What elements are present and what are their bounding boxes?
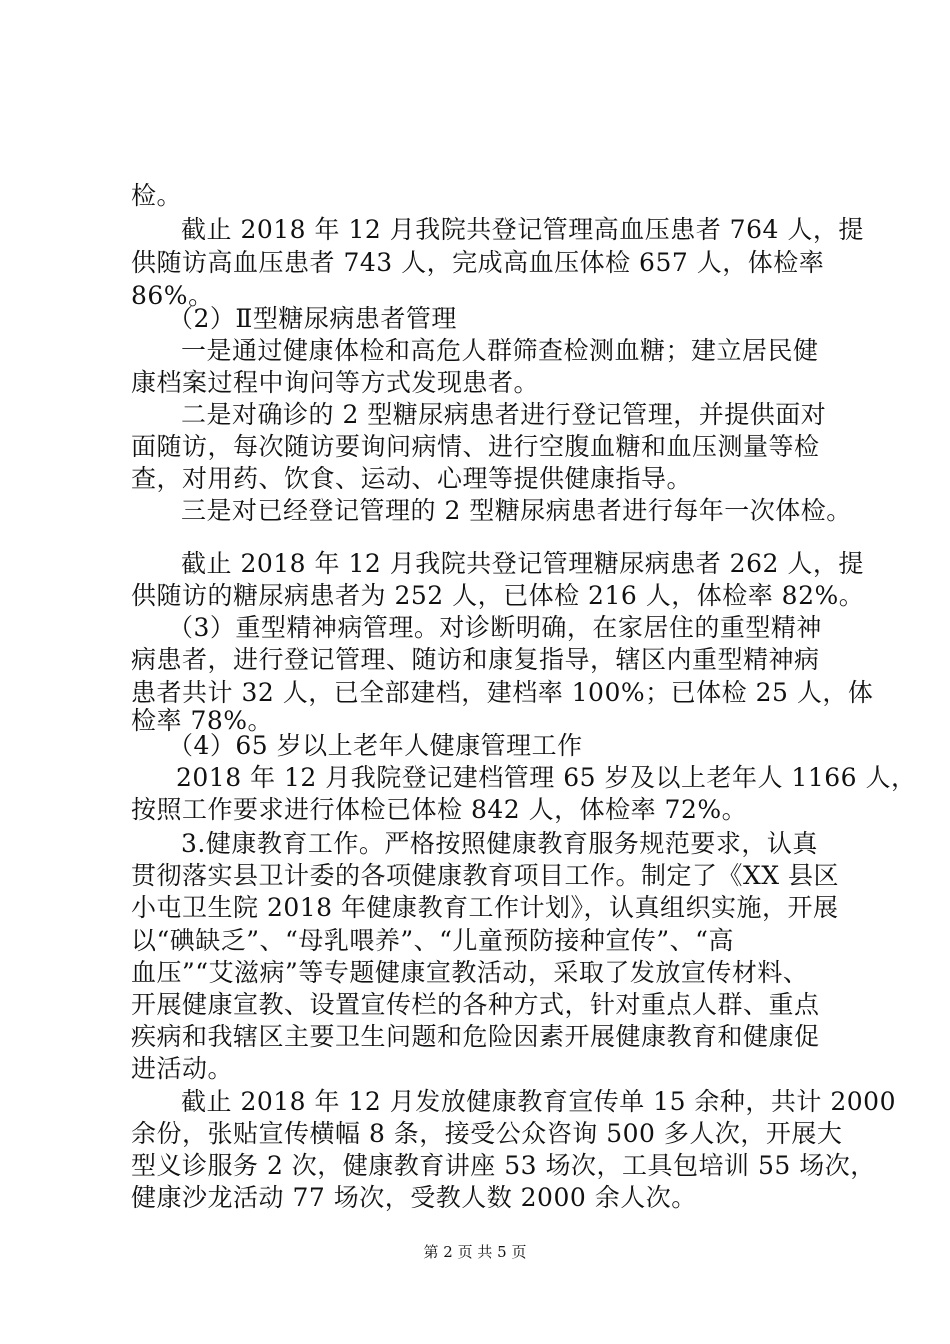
body-line: 疾病和我辖区主要卫生问题和危险因素开展健康教育和健康促 xyxy=(131,1022,820,1051)
section-heading: （4）65 岁以上老年人健康管理工作 xyxy=(168,731,583,760)
body-line: 截止 2018 年 12 月我院共登记管理高血压患者 764 人，提 xyxy=(181,215,864,244)
body-line: 二是对确诊的 2 型糖尿病患者进行登记管理，并提供面对 xyxy=(181,400,827,429)
body-line: 检。 xyxy=(131,181,183,210)
body-line: 小屯卫生院 2018 年健康教育工作计划》，认真组织实施，开展 xyxy=(131,893,839,922)
body-line: 康档案过程中询问等方式发现患者。 xyxy=(131,368,540,397)
body-line: 开展健康宣教、设置宣传栏的各种方式，针对重点人群、重点 xyxy=(131,990,820,1019)
body-line: 健康沙龙活动 77 场次，受教人数 2000 余人次。 xyxy=(131,1183,697,1212)
body-line: 供随访高血压患者 743 人，完成高血压体检 657 人，体检率 xyxy=(131,248,825,277)
body-line: 截止 2018 年 12 月我院共登记管理糖尿病患者 262 人，提 xyxy=(181,549,864,578)
body-line: 病患者，进行登记管理、随访和康复指导，辖区内重型精神病 xyxy=(131,645,820,674)
body-line: 截止 2018 年 12 月发放健康教育宣传单 15 余种，共计 2000 xyxy=(181,1087,896,1116)
body-line: 贯彻落实县卫计委的各项健康教育项目工作。制定了《XX 县区 xyxy=(131,861,840,890)
section-heading: （3）重型精神病管理。对诊断明确，在家居住的重型精神 xyxy=(168,613,822,642)
body-line: 三是对已经登记管理的 2 型糖尿病患者进行每年一次体检。 xyxy=(181,496,852,525)
body-line: 供随访的糖尿病患者为 252 人，已体检 216 人，体检率 82%。 xyxy=(131,581,865,610)
body-line: 以“碘缺乏”、“母乳喂养”、“儿童预防接种宣传”、“高 xyxy=(131,926,734,955)
body-line: 86%。 xyxy=(131,281,214,310)
body-line: 2018 年 12 月我院登记建档管理 65 岁及以上老年人 1166 人， xyxy=(176,763,917,792)
body-line: 查，对用药、饮食、运动、心理等提供健康指导。 xyxy=(131,464,693,493)
section-heading: （2）Ⅱ型糖尿病患者管理 xyxy=(168,304,457,333)
section-heading: 3.健康教育工作。严格按照健康教育服务规范要求，认真 xyxy=(181,829,818,858)
body-line: 一是通过健康体检和高危人群筛查检测血糖；建立居民健 xyxy=(181,336,819,365)
body-line: 进活动。 xyxy=(131,1054,234,1083)
body-line: 患者共计 32 人，已全部建档，建档率 100%；已体检 25 人，体 xyxy=(131,678,874,707)
body-line: 检率 78%。 xyxy=(131,706,274,735)
body-line: 型义诊服务 2 次，健康教育讲座 53 场次，工具包培训 55 场次， xyxy=(131,1151,876,1180)
body-line: 余份，张贴宣传横幅 8 条，接受公众咨询 500 多人次，开展大 xyxy=(131,1119,843,1148)
body-line: 面随访，每次随访要询问病情、进行空腹血糖和血压测量等检 xyxy=(131,432,820,461)
body-line: 血压”“艾滋病”等专题健康宣教活动，采取了发放宣传材料、 xyxy=(131,958,809,987)
page-number-footer: 第 2 页 共 5 页 xyxy=(423,1243,527,1261)
body-line: 按照工作要求进行体检已体检 842 人，体检率 72%。 xyxy=(131,795,748,824)
